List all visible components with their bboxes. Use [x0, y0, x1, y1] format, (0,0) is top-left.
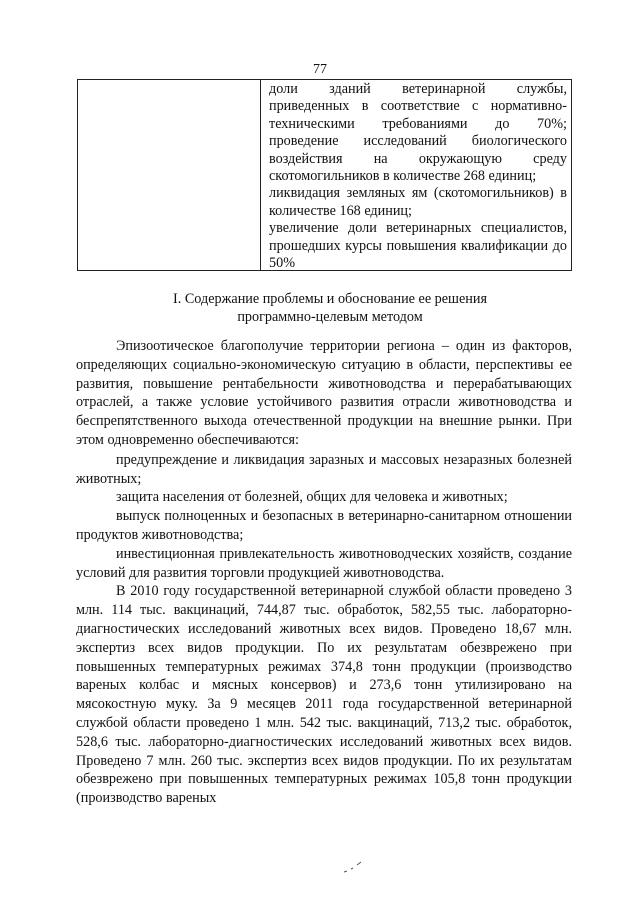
paragraph: Эпизоотическое благополучие территории региона – один из факторов, определяющих социально-экономическую ситуацию в области, перспективы ее развития, повышение рентабельности животноводства и перерабатывающих отраслей, а также условие устойчивого развития отрасли животноводства и беспрепятственного выхода отечественной продукции на внешние рынки. При этом одновременно обеспечиваются:	[76, 338, 572, 448]
goal-item: увеличение доли ветеринарных специалистов, прошедших курсы повышения квалификации до 50%	[269, 220, 567, 272]
paragraph: предупреждение и ликвидация заразных и массовых незаразных болезней животных;	[76, 451, 572, 487]
goal-item: доли зданий ветеринарной службы, приведенных в соответствие с нормативно-техническими требованиями до 70%;	[269, 81, 567, 132]
scan-mark	[342, 860, 364, 874]
goals-table	[77, 79, 572, 271]
goals-table-empty-cell	[78, 80, 261, 270]
goal-item: проведение исследований биологического воздействия на окружающую среду скотомогильников в количестве 268 единиц;	[269, 133, 567, 185]
goal-item: ликвидация земляных ям (скотомогильников) в количестве 168 единиц;	[269, 185, 567, 219]
paragraph: защита населения от болезней, общих для человека и животных;	[116, 489, 508, 506]
paragraph: выпуск полноценных и безопасных в ветеринарно-санитарном отношении продуктов животноводства;	[76, 508, 572, 543]
section-title-line: I. Содержание проблемы и обоснование ее решения	[173, 291, 487, 307]
goals-table-text-cell	[261, 80, 571, 270]
page-number: 77	[313, 62, 327, 77]
body-text	[76, 337, 572, 808]
section-title-line: программно-целевым методом	[237, 309, 423, 325]
paragraph: инвестиционная привлекательность животноводческих хозяйств, создание условий для развития торговли продукцией животноводства.	[76, 545, 572, 581]
paragraph: В 2010 году государственной ветеринарной службой области проведено 3 млн. 114 тыс. вакцинаций, 744,87 тыс. обработок, 582,55 тыс. лабораторно-диагностических исследований животных всех видов. Проведено 18,67 млн. экспертиз всех видов продукции. По их результатам обезврежено при повышенных температурных режимах 374,8 тонн продукции (производство вареных колбас и мясных консервов) и 273,6 тонн утилизировано на мясокостную муку. За 9 месяцев 2011 года государственной ветеринарной службой области проведено 1 млн. 542 тыс. вакцинаций, 713,2 тыс. обработок, 528,6 тыс. лабораторно-диагностических исследований животных всех видов. Проведено 7 млн. 260 тыс. экспертиз всех видов продукции. По их результатам обезврежено при повышенных температурных режимах 105,8 тонн продукции (производство вареных	[76, 583, 572, 807]
section-title	[100, 290, 560, 326]
